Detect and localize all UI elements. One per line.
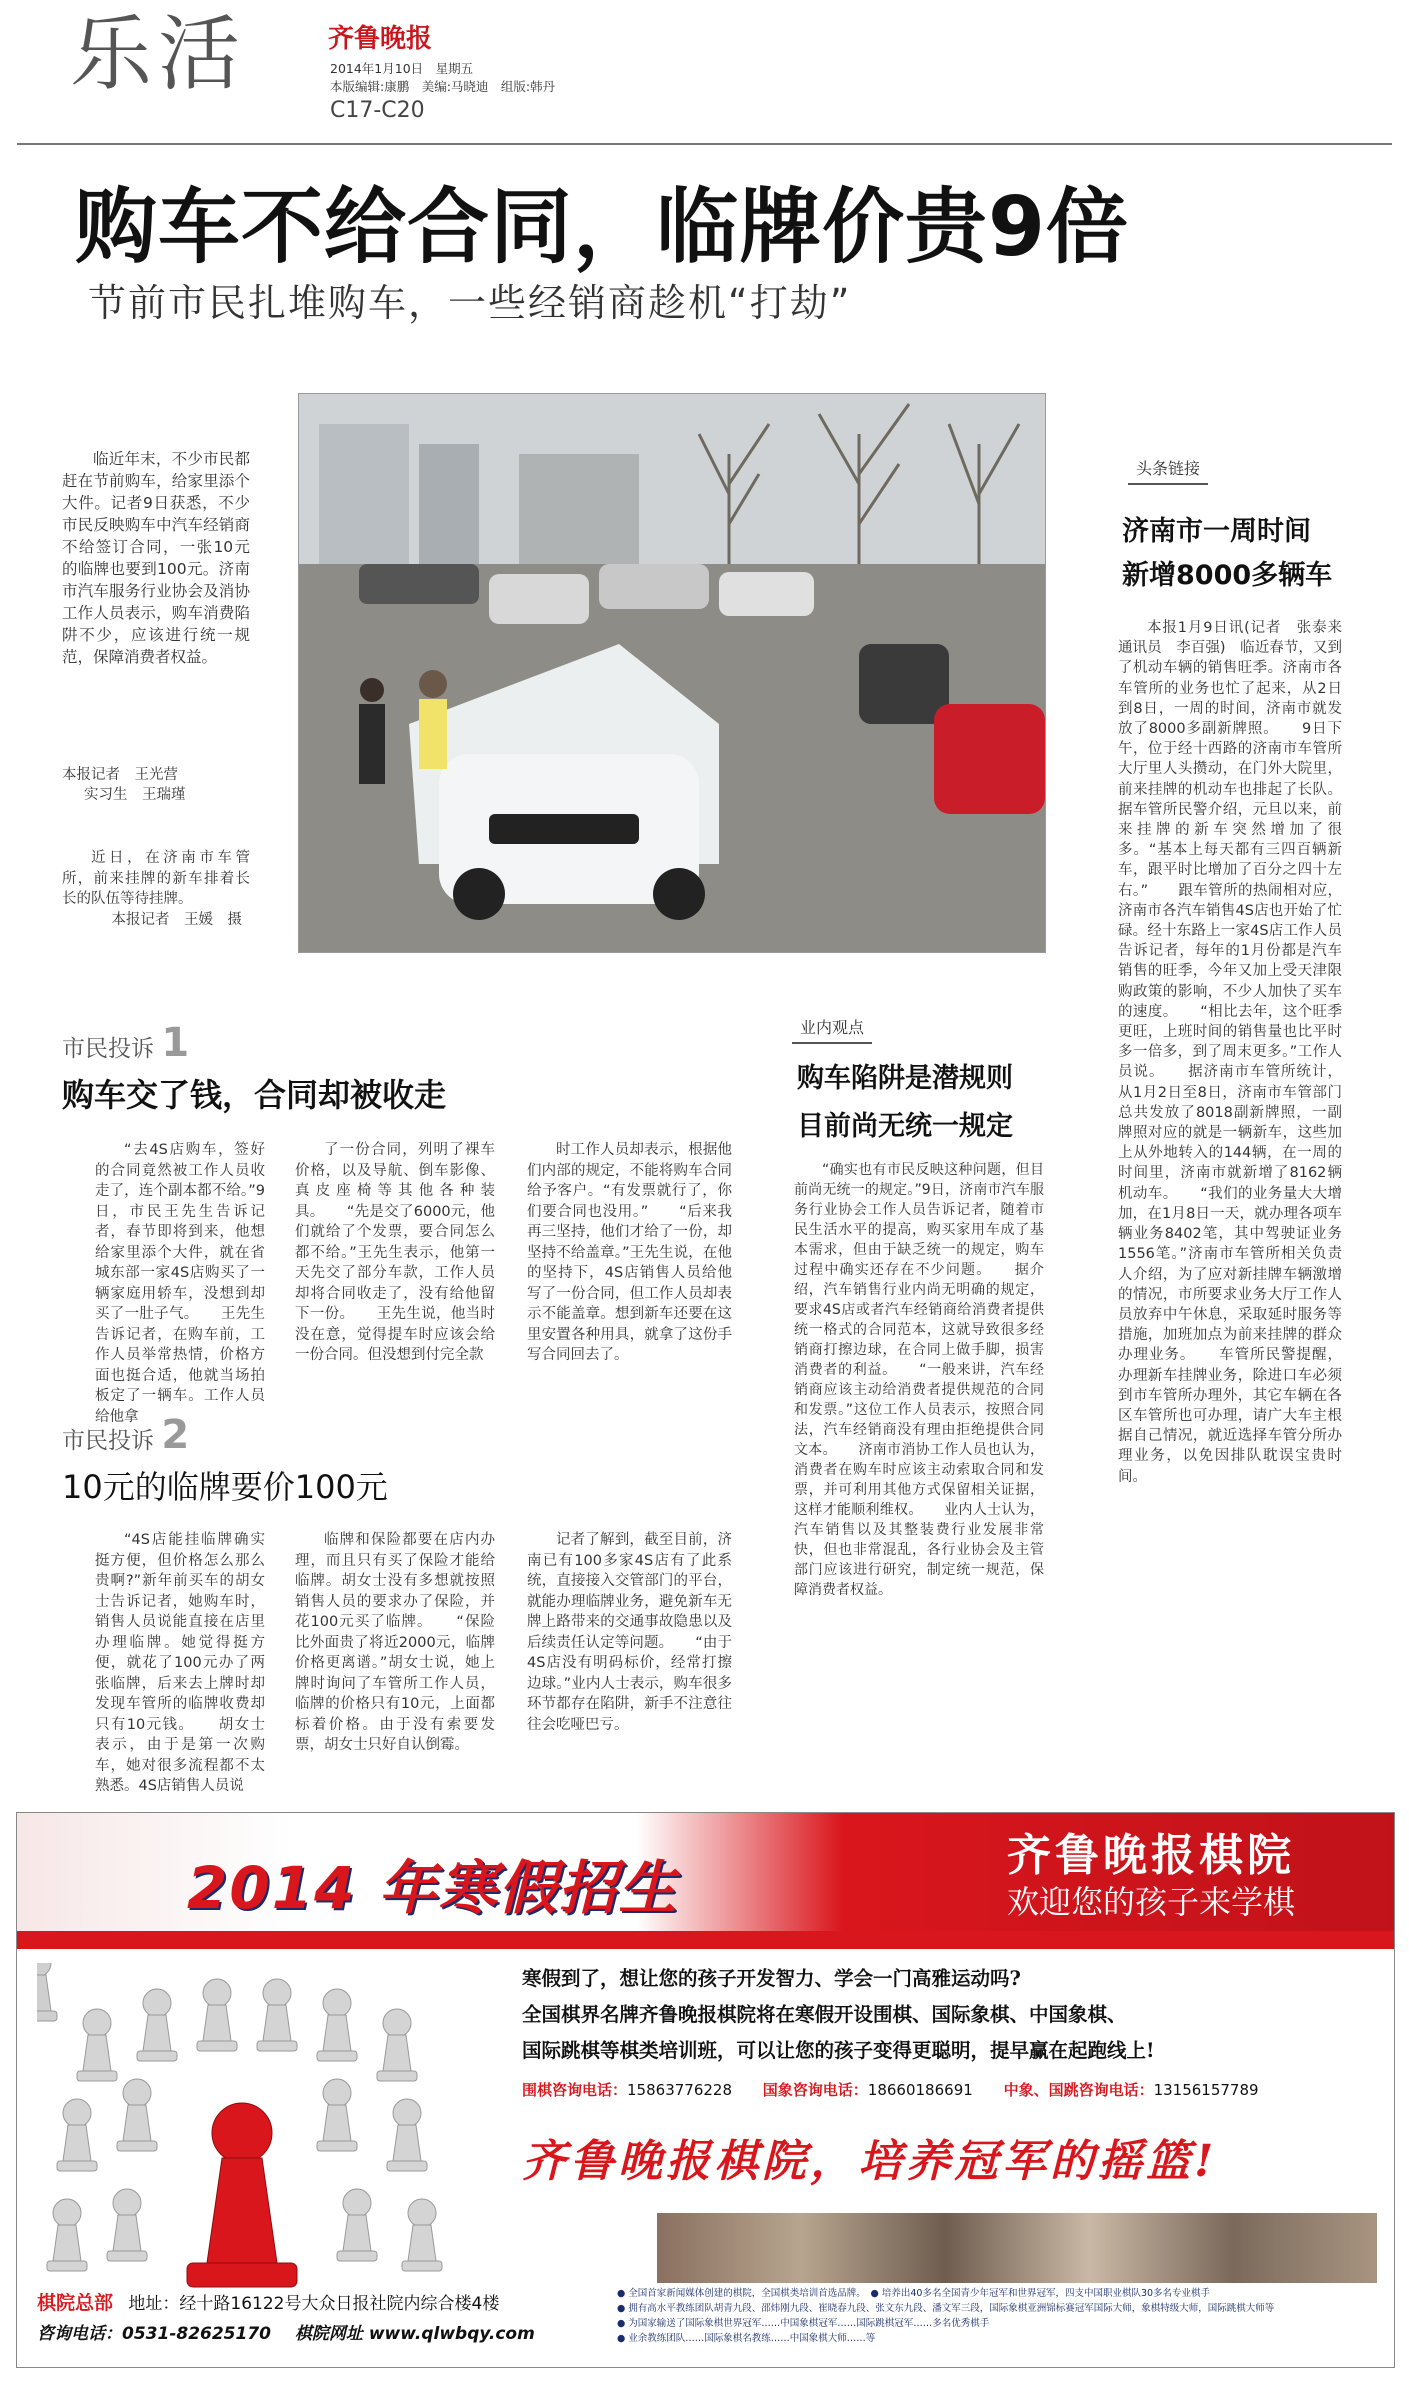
ad-notes: ● 全国首家新闻媒体创建的棋院，全国棋类培训首选品牌。 ● 培养出40多名全国青少年冠军和世界冠军，四支中国职业棋队30多名专业棋手 ● 拥有高水平教练团队胡青九段、邵炜刚九段、崔晓春九段、张文东九段、潘文军三段，国际象棋亚洲锦标赛冠军国际大师，象棋特级大师，国际跳棋大师等 ● 为国家输送了国际象棋世界冠军……中国象棋冠军……国际跳棋冠军……多名优秀棋手 ● 业余教练团队……国际象棋名教练……中国象棋大师……等 bbox=[617, 2288, 1275, 2344]
complaint-1-col3: 时工作人员却表示，根据他们内部的规定，不能将购车合同给予客户。“有发票就行了，你们要合同也没用。” “后来我再三坚持，他们才给了一份，却坚持不给盖章。”王先生说，在他的坚持下，4S店销售人员给他写了一份合同，但工作人员却表示不能盖章。想到新车还要在这里安置各种用具，就拿了这份手写合同回去了。 bbox=[527, 1142, 732, 1363]
phone-number-guoxiang: 18660186691 bbox=[867, 2081, 973, 2099]
editors-line: 本版编辑:康鹏 美编:马晓迪 组版:韩丹 bbox=[330, 79, 556, 94]
ad-headquarters bbox=[37, 2288, 499, 2315]
ad-brand: 齐鲁晚报棋院 bbox=[1007, 1830, 1295, 1881]
header-rule bbox=[17, 143, 1392, 145]
lead-paragraph: 临近年末，不少市民都赶在节前购车，给家里添个大件。记者9日获悉，不少市民反映购车中汽车经销商不给签订合同，一张10元的临牌也要到100元。济南市汽车服务行业协会及消协工作人员表示，购车消费陷阱不少，应该进行统一规范，保障消费者权益。 bbox=[62, 450, 250, 666]
chess-academy-ad bbox=[16, 1812, 1395, 2368]
complaint-1-title: 购车交了钱，合同却被收走 bbox=[62, 1076, 447, 1114]
complaint-1-col1: “去4S店购车，签好的合同竟然被工作人员收走了，连个副本都不给。”9日，市民王先生告诉记者，春节即将到来，他想给家里添个大件，就在省城东部一家4S店购买了一辆家庭用轿车，没想到却买了一肚子气。 王先生告诉记者，在购车前，工作人员举常热情，价格方面也挺合适，他就当场拍板定了一辆车。工作人员给他拿 bbox=[95, 1142, 265, 1425]
section-title: 乐活 bbox=[70, 7, 247, 102]
ad-contact bbox=[37, 2319, 535, 2344]
phone-number-weiqi: 15863776228 bbox=[627, 2081, 732, 2099]
ad-site: 棋院网址 www.qlwbqy.com bbox=[294, 2324, 535, 2344]
ad-copy bbox=[522, 1961, 1382, 2069]
complaint-2-col3: 记者了解到，截至目前，济南已有100多家4S店有了此系统，直接接入交管部门的平台，就能办理临牌业务，避免新车无牌上路带来的交通事故隐患以及后续责任认定等问题。 “由于4S店没有明码标价，经常打擦边球。”业内人士表示，购车很多环节都存在陷阱，新手不注意往往会吃哑巴亏。 bbox=[527, 1532, 732, 1733]
photo-caption: 近日，在济南市车管所，前来挂牌的新车排着长长的队伍等待挂牌。 本报记者 王媛 摄 bbox=[62, 850, 250, 928]
ad-slogan: 欢迎您的孩子来学棋 bbox=[1007, 1883, 1296, 1921]
newspaper-logo: 齐鲁晚报 bbox=[328, 24, 433, 54]
hq-address: 地址：经十路16122号大众日报社院内综合楼4楼 bbox=[128, 2294, 500, 2314]
ad-motto: 齐鲁晚报棋院，培养冠军的摇篮! bbox=[522, 2136, 1218, 2187]
ad-copy-line2: 全国棋界名牌齐鲁晚报棋院将在寒假开设围棋、国际象棋、中国象棋、 bbox=[522, 2003, 1127, 2026]
complaint-2-col2: 临牌和保险都要在店内办理，而且只有买了保险才能给临牌。胡女士没有多想就按照销售人员的要求办了保险，并花100元买了临牌。 “保险比外面贵了将近2000元，临牌价格更离谱。”胡女士说，她上牌时询问了车管所工作人员，临牌的价格只有10元，上面都标着价格。由于没有索要发票，胡女士只好自认倒霉。 bbox=[295, 1532, 495, 1753]
ad-phone-list bbox=[522, 2079, 1259, 2100]
ad-copy-line1: 寒假到了，想让您的孩子开发智力、学会一门高雅运动吗? bbox=[522, 1967, 1021, 1990]
industry-title: 购车陷阱是潜规则 目前尚无统一规定 bbox=[797, 1063, 1013, 1142]
sub-headline: 节前市民扎堆购车，一些经销商趁机“打劫” bbox=[88, 281, 852, 325]
page-range: C17-C20 bbox=[330, 98, 425, 123]
main-headline: 购车不给合同，临牌价贵9倍 bbox=[75, 180, 1130, 275]
phone-label-zhongxiang: 中象、国跳咨询电话： bbox=[1003, 2081, 1154, 2099]
ad-banner-base bbox=[17, 1931, 1394, 1949]
hq-label: 棋院总部 bbox=[37, 2292, 114, 2314]
complaint-2-kicker: 市民投诉 2 bbox=[62, 1412, 190, 1458]
lead-byline: 本报记者 王光营 实习生 王瑞瑾 bbox=[62, 767, 186, 803]
sidebar-tag: 头条链接 bbox=[1128, 456, 1208, 485]
sidebar-article: 本报1月9日讯(记者 张泰来 通讯员 李百强) 临近春节，又到了机动车辆的销售旺季。济南市各车管所的业务也忙了起来，从2日到8日，一周的时间，济南市就发放了8000多副新牌照。 9日下午，位于经十西路的济南市车管所大厅里人头攒动，在门外大院里，前来挂牌的机动车也排起了长队。据车管所民警介绍，元旦以来，前来挂牌的新车突然增加了很多。“基本上每天都有三四百辆新车，跟平时比增加了百分之四十左右。” 跟车管所的热闹相对应，济南市各汽车销售4S店也开始了忙碌。经十东路上一家4S店工作人员告诉记者，每年的1月份都是汽车销售的旺季，今年又加上受天津限购政策的影响，不少人加快了买车的速度。 “相比去年，这个旺季更旺，上班时间的销售量也比平时多一倍多，到了周末更多。”工作人员说。 据济南市车管所统计，从1月2日至8日，济南市车管部门总共发放了8018副新牌照，一副牌照对应的就是一辆新车，这些加上从外地转入的144辆，在一周的时间里，济南市就新增了8162辆机动车。 “我们的业务量大大增加，在1月8日一天，就办理各项车辆业务8402笔，其中驾驶证业务1556笔。”济南市车管所相关负责人介绍，为了应对新挂牌车辆激增的情况，市所要求业务大厅工作人员放弃中午休息，采取延时服务等措施，加班加点为前来挂牌的群众办理业务。 车管所民警提醒，办理新车挂牌业务，除进口车必须到市车管所办理外，其它车辆在各区车管所也可办理，请广大车主根据自己情况，就近选择车管分所办理业务，以免因排队耽误宝贵时间。 bbox=[1118, 620, 1357, 1485]
photo-illustration bbox=[299, 394, 1045, 952]
complaint-1-kicker: 市民投诉 1 bbox=[62, 1020, 190, 1066]
ad-tel: 咨询电话：0531-82625170 bbox=[37, 2324, 271, 2344]
ad-photo-strip bbox=[657, 2213, 1377, 2283]
ad-banner-title: 2014 年寒假招生 bbox=[187, 1854, 679, 1922]
sidebar-title: 济南市一周时间 新增8000多辆车 bbox=[1122, 516, 1333, 591]
phone-label-guoxiang: 国象咨询电话： bbox=[762, 2081, 868, 2099]
issue-date: 2014年1月10日 星期五 bbox=[330, 61, 474, 76]
ad-copy-line3: 国际跳棋等棋类培训班，可以让您的孩子变得更聪明，提早赢在起跑线上! bbox=[522, 2039, 1155, 2062]
industry-article: “确实也有市民反映这种问题，但目前尚无统一的规定。”9日，济南市汽车服务行业协会工作人员告诉记者，随着市民生活水平的提高，购买家用车成了基本需求，但由于缺乏统一的规定，购车过程中确实还存在不少问题。 据介绍，汽车销售行业内尚无明确的规定，要求4S店或者汽车经销商给消费者提供统一格式的合同范本，这就导致很多经销商打擦边球，在合同上做手脚，损害消费者的利益。 “一般来讲，汽车经销商应该主动给消费者提供规范的合同和发票。”这位工作人员表示，按照合同法，汽车经销商没有理由拒绝提供合同文本。 济南市消协工作人员也认为，消费者在购车时应该主动索取合同和发票，并可利用其他方式保留相关证据，这样才能顺利维权。 业内人士认为，汽车销售以及其整装费行业发展非常快，但也非常混乱，各行业协会及主管部门应该进行研究，制定统一规范，保障消费者权益。 bbox=[794, 1162, 1044, 1598]
complaint-2-col1: “4S店能挂临牌确实挺方便，但价格怎么那么贵啊?”新年前买车的胡女士告诉记者，她购车时，销售人员说能直接在店里办理临牌。她觉得挺方便，就花了100元办了两张临牌，后来去上牌时却发现车管所的临牌收费却只有10元钱。 胡女士表示，由于是第一次购车，她对很多流程都不太熟悉。4S店销售人员说 bbox=[95, 1532, 265, 1794]
phone-number-zhongxiang: 13156157789 bbox=[1153, 2081, 1259, 2099]
complaint-2-title: 10元的临牌要价100元 bbox=[62, 1468, 388, 1506]
news-photo-car-queue bbox=[298, 393, 1046, 953]
complaint-1-col2: 了一份合同，列明了裸车价格，以及导航、倒车影像、真皮座椅等其他各种装具。 “先是交了6000元，他们就给了个发票，要合同怎么都不给。”王先生表示，他第一天先交了部分车款，工作人员却将合同收走了，没有给他留下一份。 王先生说，他当时没在意，觉得提车时应该会给一份合同。但没想到付完全款 bbox=[295, 1142, 495, 1363]
phone-label-weiqi: 围棋咨询电话： bbox=[522, 2081, 628, 2099]
industry-tag: 业内观点 bbox=[792, 1015, 872, 1044]
